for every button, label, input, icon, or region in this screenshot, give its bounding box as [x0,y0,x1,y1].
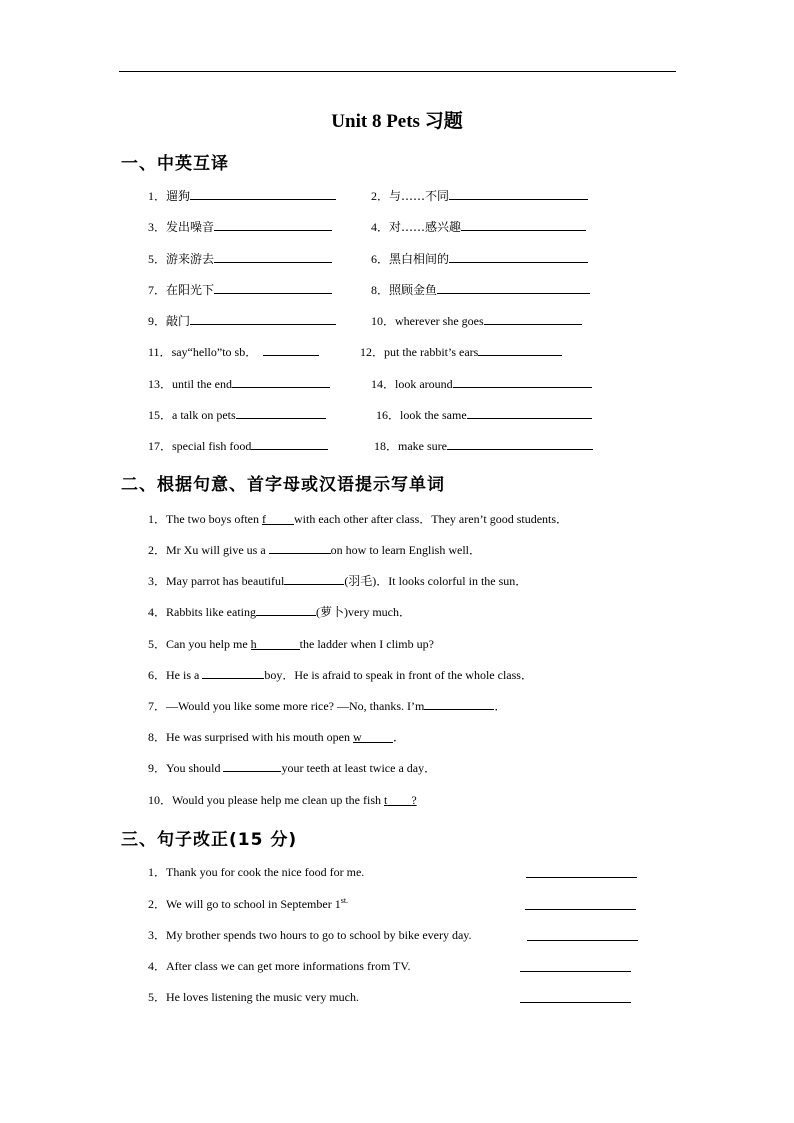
header-rule [119,71,676,72]
fill-in-item: 10．Would you please help me clean up the fish t ? [148,793,417,807]
translation-item: 14．look around [371,375,592,392]
fill-in-item: 6．He is a boy．He is afraid to speak in front of the whole class． [148,668,533,682]
answer-blank[interactable] [437,281,590,294]
answer-blank[interactable] [236,406,326,419]
correction-item: 3．My brother spends two hours to go to school by bike every day. [148,928,472,942]
translation-item: 16．look the same [376,406,592,423]
answer-blank[interactable] [269,541,331,554]
translation-item: 13．until the end [148,375,330,392]
answer-line[interactable] [527,940,638,941]
fill-in-item: 5．Can you help me h the ladder when I climb up? [148,637,434,651]
answer-line[interactable] [525,909,636,910]
answer-blank[interactable] [447,437,593,450]
translation-item: 2．与……不同 [371,187,588,204]
fill-in-item: 8．He was surprised with his mouth open w ． [148,730,406,744]
fill-in-item: 1．The two boys often f with each other after class．They aren’t good students． [148,512,569,526]
answer-line[interactable] [520,971,631,972]
translation-item: 9．敲门 [148,312,336,329]
translation-item: 17．special fish food [148,437,328,454]
answer-line[interactable] [526,877,637,878]
correction-item: 1．Thank you for cook the nice food for me. [148,865,365,879]
translation-item: 18．make sure [374,437,593,454]
answer-blank[interactable] [214,281,332,294]
answer-blank[interactable] [263,343,319,356]
translation-item: 15．a talk on pets [148,406,326,423]
translation-item: 10．wherever she goes [371,312,582,329]
answer-blank[interactable] [251,437,328,450]
translation-item: 7．在阳光下 [148,281,332,298]
fill-in-item: 3．May parrot has beautiful (羽毛)．It looks colorful in the sun． [148,574,528,588]
answer-blank[interactable] [190,187,336,200]
answer-blank[interactable] [214,218,332,231]
answer-blank[interactable]: h [251,637,300,650]
correction-item: 4．After class we can get more informations from TV. [148,959,411,973]
answer-blank[interactable] [190,312,336,325]
fill-in-item: 7．—Would you like some more rice? —No, thanks. I’m ． [148,699,507,713]
translation-item: 5．游来游去 [148,250,332,267]
answer-blank[interactable] [449,250,588,263]
translation-item: 3．发出噪音 [148,218,332,235]
correction-item: 2．We will go to school in September $1^{st.}$ [148,896,349,911]
answer-blank[interactable] [453,375,592,388]
answer-blank[interactable] [214,250,332,263]
answer-blank[interactable] [484,312,582,325]
translation-item: 8．照顾金鱼 [371,281,590,298]
page-title: Unit 8 Pets 习题 [331,111,463,132]
answer-blank[interactable] [461,218,586,231]
fill-in-item: 2．Mr Xu will give us a on how to learn English well． [148,543,481,557]
translation-item: 6．黑白相间的 [371,250,588,267]
answer-blank[interactable] [467,406,592,419]
section-heading-translation: 一、中英互译 [121,154,229,174]
answer-blank[interactable] [284,572,344,585]
translation-item: 12．put the rabbit’s ears [360,343,562,360]
translation-item: 1．遛狗 [148,187,336,204]
answer-line[interactable] [520,1002,631,1003]
answer-blank[interactable] [202,666,264,679]
fill-in-item: 9．You should your teeth at least twice a day． [148,761,437,775]
answer-blank[interactable] [256,603,316,616]
answer-blank[interactable] [232,375,330,388]
answer-blank[interactable]: w [353,730,393,743]
answer-blank[interactable] [449,187,588,200]
translation-item: 4．对……感兴趣 [371,218,586,235]
answer-blank[interactable]: t ? [384,793,417,807]
fill-in-item: 4．Rabbits like eating (萝卜)very much． [148,605,411,619]
answer-blank[interactable] [478,343,562,356]
correction-item: 5．He loves listening the music very much. [148,990,359,1004]
section-heading-fill-in: 二、根据句意、首字母或汉语提示写单词 [121,475,445,495]
translation-item: 11．say“hello”to sb． [148,343,319,360]
answer-blank[interactable]: f [262,512,294,525]
answer-blank[interactable] [223,759,281,772]
section-heading-correction: 三、句子改正(15 分) [121,830,298,850]
answer-blank[interactable] [424,697,494,710]
